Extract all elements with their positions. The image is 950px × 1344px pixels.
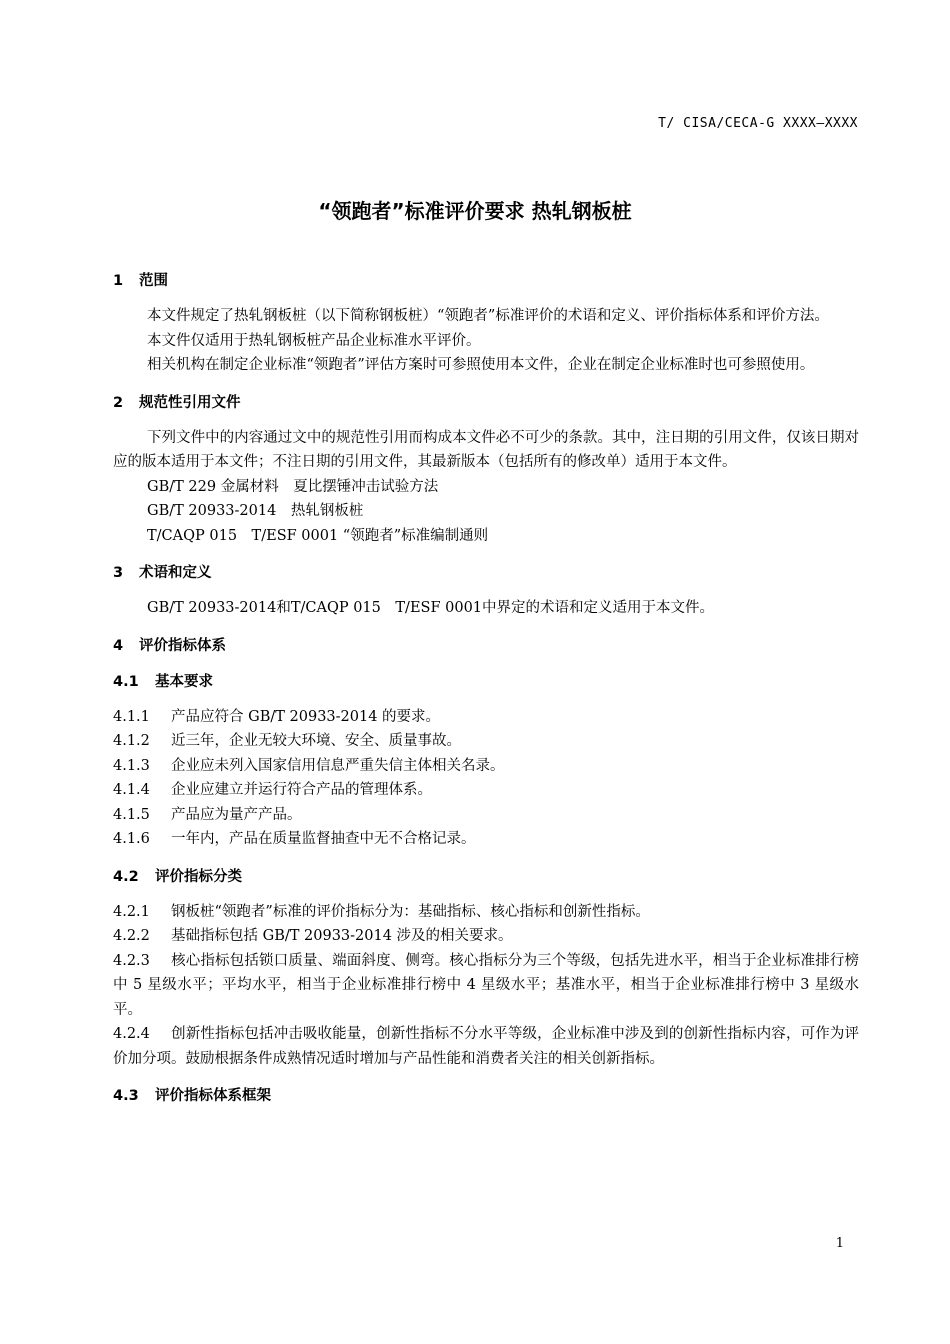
section-number: 4	[113, 637, 124, 654]
clause-number: 4.2.2	[113, 928, 150, 944]
clause-text: 产品应符合 GB/T 20933-2014 的要求。	[171, 708, 441, 725]
section-title: 范围	[139, 273, 168, 289]
clause-text: 产品应为量产产品。	[171, 806, 302, 823]
subsection-number: 4.1	[113, 673, 139, 690]
clause-text: 钢板桩“领跑者”标准的评价指标分为：基础指标、核心指标和创新性指标。	[171, 903, 650, 920]
clause-text: 核心指标包括锁口质量、端面斜度、侧弯。核心指标分为三个等级，包括先进水平，相当于企业标准排行榜中 5 星级水平；平均水平，相当于企业标准排行榜中 4 星级水平；基准水平，相当于企业标准排行榜中 3 星级水平。	[113, 952, 859, 1018]
section-number: 3	[113, 565, 124, 581]
subsection-heading-4-2	[113, 866, 859, 888]
paragraph: 下列文件中的内容通过文中的规范性引用而构成本文件必不可少的条款。其中，注日期的引用文件，仅该日期对应的版本适用于本文件；不注日期的引用文件，其最新版本（包括所有的修改单）适用于本文件。	[113, 429, 859, 470]
clause-number: 4.1.1	[113, 708, 150, 725]
section-number: 2	[113, 394, 124, 411]
clause-item	[113, 924, 859, 949]
subsection-heading-4-1	[113, 671, 859, 693]
clause-item	[113, 754, 859, 779]
clause-item	[113, 705, 859, 730]
clause-item	[113, 778, 859, 803]
clause-number: 4.2.3	[113, 952, 150, 969]
clause-number: 4.1.2	[113, 733, 150, 749]
section-heading-3	[113, 562, 859, 584]
clause-text: 企业应建立并运行符合产品的管理体系。	[171, 782, 432, 798]
clause-item	[113, 827, 859, 852]
reference-item: T/CAQP 015 T/ESF 0001 “领跑者”标准编制通则	[147, 527, 489, 544]
section-heading-2	[113, 392, 859, 414]
subsection-title: 评价指标体系框架	[155, 1088, 271, 1104]
clause-item	[113, 1022, 859, 1071]
section-heading-4	[113, 635, 859, 657]
subsection-number: 4.3	[113, 1088, 139, 1104]
section-title: 评价指标体系	[139, 637, 226, 654]
reference-item: GB/T 229 金属材料 夏比摆锤冲击试验方法	[147, 478, 439, 495]
reference-item: GB/T 20933-2014 热轧钢板桩	[147, 503, 364, 519]
document-body	[113, 270, 859, 1119]
section-heading-1	[113, 270, 859, 292]
clause-number: 4.1.6	[113, 831, 150, 847]
subsection-heading-4-3	[113, 1085, 859, 1107]
clause-text: 创新性指标包括冲击吸收能量，创新性指标不分水平等级，企业标准中涉及到的创新性指标内容，可作为评价加分项。鼓励根据条件成熟情况适时增加与产品性能和消费者关注的相关创新指标。	[113, 1026, 859, 1067]
clause-item	[113, 949, 859, 1023]
document-title: “领跑者”标准评价要求 热轧钢板桩	[318, 199, 632, 223]
document-code: T/ CISA/CECA-G XXXX—XXXX	[658, 116, 858, 131]
clause-item	[113, 729, 859, 754]
clause-text: 近三年，企业无较大环境、安全、质量事故。	[171, 733, 461, 749]
section-number: 1	[113, 273, 124, 289]
section-title: 规范性引用文件	[139, 394, 241, 411]
clause-text: 一年内，产品在质量监督抽查中无不合格记录。	[171, 831, 476, 847]
paragraph: 相关机构在制定企业标准“领跑者”评估方案时可参照使用本文件，企业在制定企业标准时也可参照使用。	[147, 357, 815, 373]
paragraph: 本文件规定了热轧钢板桩（以下简称钢板桩）“领跑者”标准评价的术语和定义、评价指标体系和评价方法。	[147, 308, 829, 324]
clause-number: 4.2.1	[113, 903, 150, 920]
clause-text: 基础指标包括 GB/T 20933-2014 涉及的相关要求。	[171, 928, 513, 944]
page-number: 1	[835, 1236, 844, 1251]
clause-number: 4.1.5	[113, 806, 150, 823]
clause-text: 企业应未列入国家信用信息严重失信主体相关名录。	[171, 757, 505, 774]
clause-number: 4.2.4	[113, 1026, 150, 1042]
clause-item	[113, 900, 859, 925]
section-title: 术语和定义	[139, 565, 212, 581]
paragraph: 本文件仅适用于热轧钢板桩产品企业标准水平评价。	[147, 332, 481, 349]
paragraph: GB/T 20933-2014和T/CAQP 015 T/ESF 0001中界定的术语和定义适用于本文件。	[147, 600, 715, 616]
subsection-title: 评价指标分类	[155, 868, 242, 885]
clause-number: 4.1.3	[113, 757, 150, 774]
clause-number: 4.1.4	[113, 782, 150, 798]
subsection-title: 基本要求	[155, 673, 213, 690]
subsection-number: 4.2	[113, 868, 139, 885]
clause-item	[113, 803, 859, 828]
